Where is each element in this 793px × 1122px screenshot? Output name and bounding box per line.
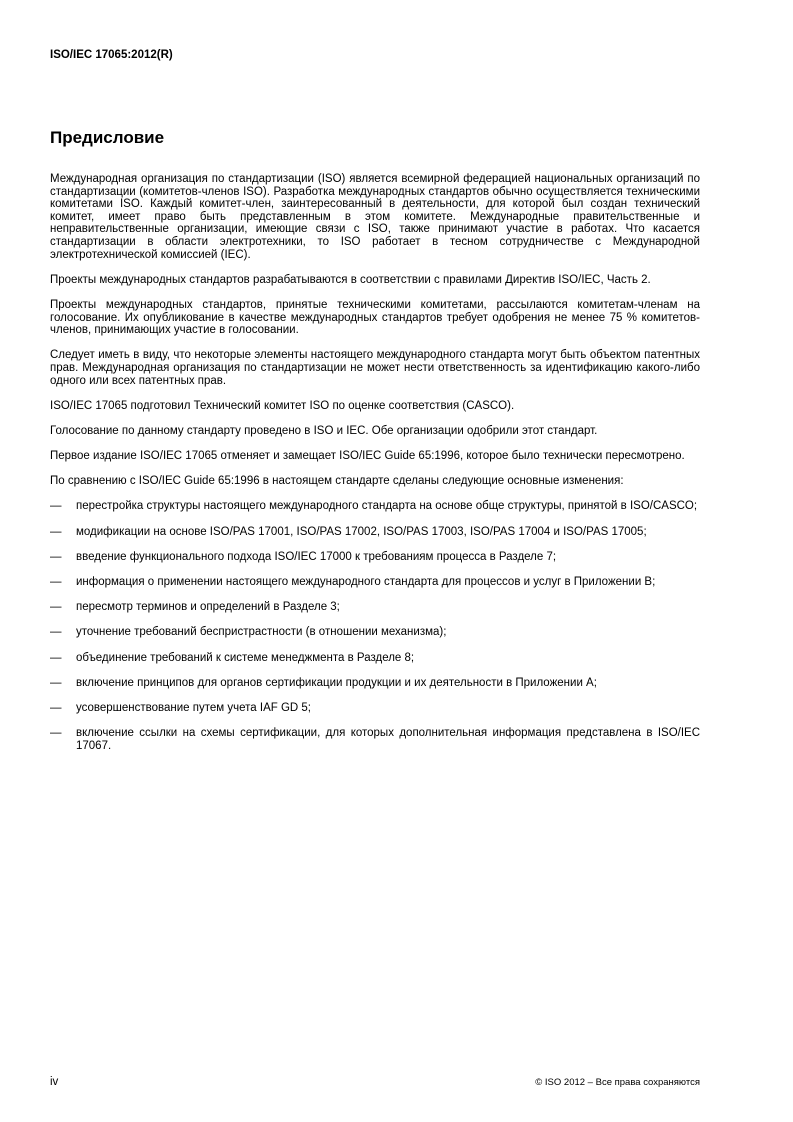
- list-item: [50, 677, 700, 690]
- paragraph-prepared-by: ISO/IEC 17065 подготовил Технический комитет ISO по оценке соответствия (CASCO).: [50, 399, 515, 412]
- list-item: [50, 526, 700, 539]
- list-item-text: объединение требований к системе менеджмента в Разделе 8;: [76, 651, 415, 664]
- dash-bullet: —: [50, 525, 62, 538]
- list-item: [50, 576, 700, 589]
- list-item-text: модификации на основе ISO/PAS 17001, ISO/PAS 17002, ISO/PAS 17003, ISO/PAS 17004 и ISO/PAS 17005;: [76, 525, 647, 538]
- list-item-text: уточнение требований беспристрастности (в отношении механизма);: [76, 626, 447, 639]
- page-title: Предисловие: [50, 128, 165, 147]
- dash-bullet: —: [50, 576, 62, 588]
- dash-bullet: —: [50, 651, 62, 664]
- dash-bullet: —: [50, 550, 62, 563]
- changes-list: [50, 500, 700, 752]
- list-item-text: введение функционального подхода ISO/IEC 17000 к требованиям процесса в Разделе 7;: [76, 550, 557, 563]
- list-item: [50, 727, 700, 752]
- paragraph-patents: Следует иметь в виду, что некоторые элементы настоящего международного стандарта могут быть объектом патентных прав. Международная организация по стандартизации не может нести ответственность за идентификацию какого-либо одного или всех патентных прав.: [50, 349, 700, 387]
- list-item: [50, 551, 700, 564]
- paragraph-directives: Проекты международных стандартов разрабатываются в соответствии с правилами Директив ISO/IEC, Часть 2.: [50, 273, 651, 286]
- list-item: [50, 500, 700, 513]
- paragraph-first-edition: Первое издание ISO/IEC 17065 отменяет и замещает ISO/IEC Guide 65:1996, которое было технически пересмотрено.: [50, 450, 685, 463]
- paragraph-voting-rules: Проекты международных стандартов, принятые техническими комитетами, рассылаются комитетам-членам на голосование. Их опубликование в качестве международных стандартов требует одобрения не менее 75 % комитетов-членов, принимающих участие в голосовании.: [50, 298, 700, 337]
- list-item: [50, 702, 700, 715]
- dash-bullet: —: [50, 701, 62, 714]
- list-item-text: пересмотр терминов и определений в Разделе 3;: [76, 601, 340, 614]
- foreword-body: [50, 173, 700, 765]
- list-item-text: перестройка структуры настоящего международного стандарта на основе обще структуры, принятой в ISO/CASCO;: [76, 500, 698, 513]
- page-number: iv: [50, 1076, 59, 1088]
- paragraph-vote-result: Голосование по данному стандарту проведено в ISO и IEC. Обе организации одобрили этот стандарт.: [50, 424, 598, 437]
- list-item-text: усовершенствование путем учета IAF GD 5;: [76, 701, 311, 714]
- paragraph-changes-intro: По сравнению с ISO/IEC Guide 65:1996 в настоящем стандарте сделаны следующие основные изменения:: [50, 475, 624, 488]
- document-id: ISO/IEC 17065:2012(R): [50, 49, 173, 61]
- dash-bullet: —: [50, 601, 62, 614]
- paragraph-iso-intro: Международная организация по стандартизации (ISO) является всемирной федерацией национальных организаций по стандартизации (комитетов-членов ISO). Разработка международных стандартов обычно осуществляется техническими комитетами ISO. Каждый комитет-член, заинтересованный в деятельности, для которой был создан технический комитет, имеет право быть представленным в этом комитете. Международные правительственные и неправительственные организации, имеющие связи с ISO, также принимают участие в работах. Что касается стандартизации в области электротехники, то ISO работает в тесном сотрудничестве с Международной электротехнической комиссией (IEC).: [50, 173, 700, 261]
- list-item-text: включение ссылки на схемы сертификации, для которых дополнительная информация представлена в ISO/IEC 17067.: [76, 727, 700, 752]
- copyright-notice: © ISO 2012 – Все права сохраняются: [535, 1077, 700, 1088]
- dash-bullet: —: [50, 676, 62, 689]
- list-item: [50, 652, 700, 665]
- list-item: [50, 601, 700, 614]
- list-item-text: информация о применении настоящего международного стандарта для процессов и услуг в Приложении B;: [76, 576, 656, 588]
- list-item-text: включение принципов для органов сертификации продукции и их деятельности в Приложении A;: [76, 676, 597, 689]
- dash-bullet: —: [50, 626, 62, 639]
- dash-bullet: —: [50, 500, 62, 513]
- dash-bullet: —: [50, 727, 62, 740]
- list-item: [50, 626, 700, 639]
